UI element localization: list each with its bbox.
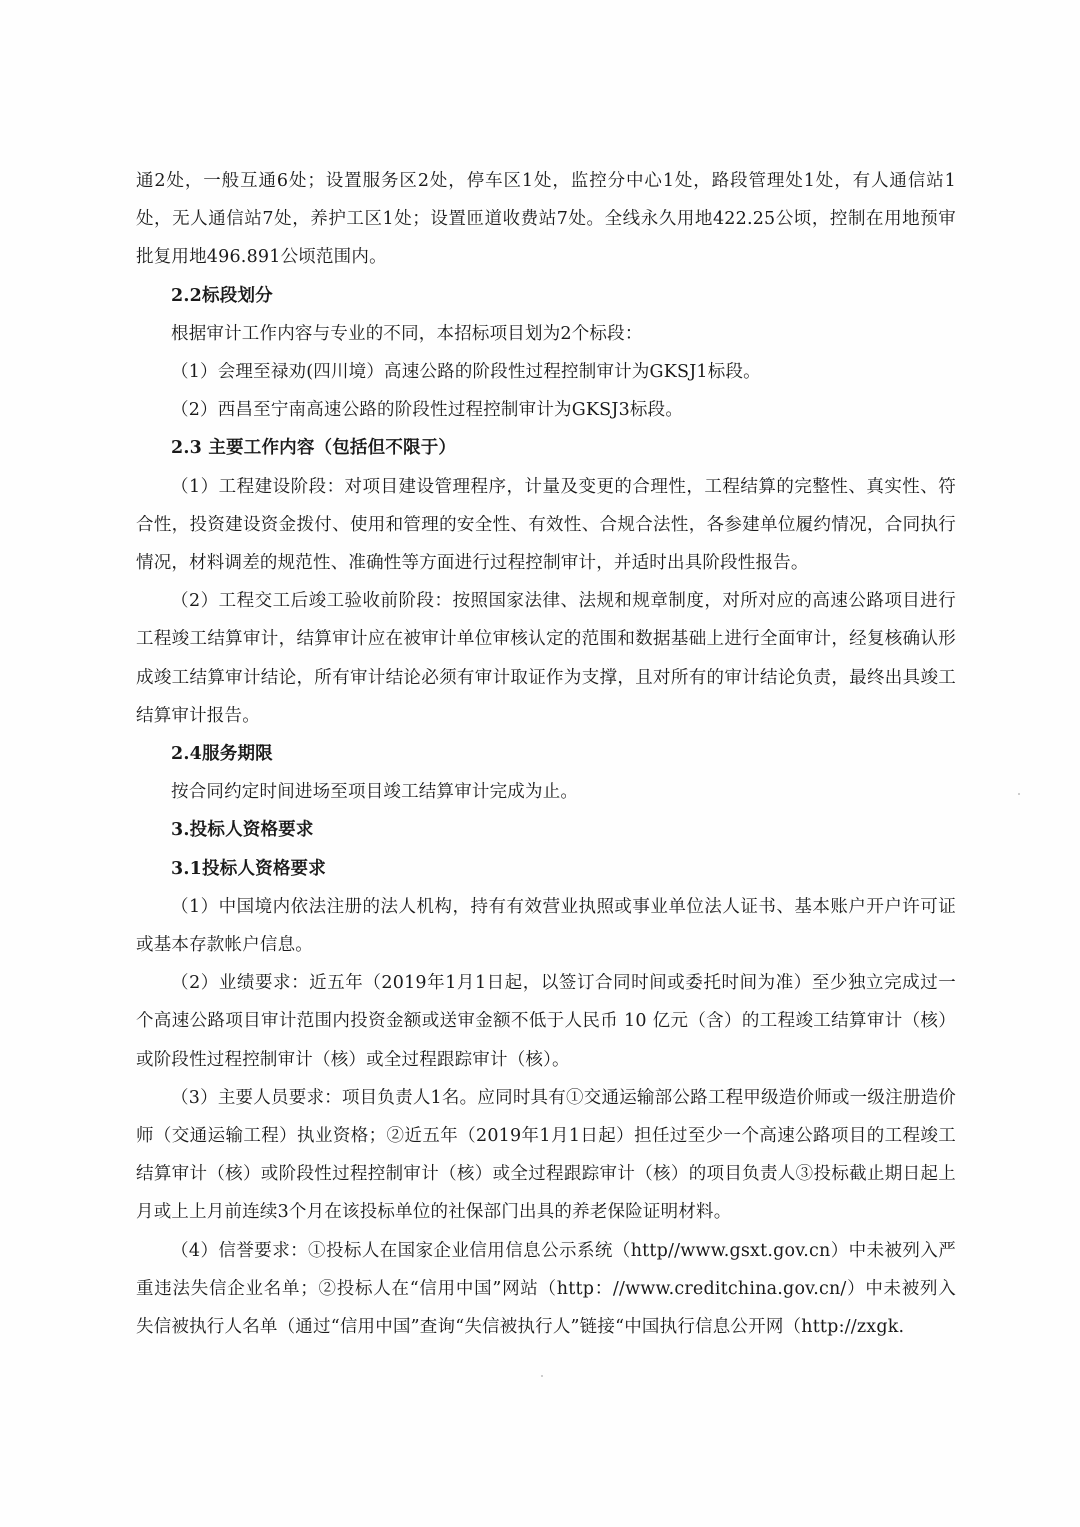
- document-body: [136, 162, 956, 1346]
- scan-speck: [1018, 793, 1020, 795]
- paragraph-3-1-item-1: （1）中国境内依法注册的法人机构，持有有效营业执照或事业单位法人证书、基本账户开户许可证或基本存款帐户信息。: [136, 896, 956, 956]
- paragraph-2-3-item-2: （2）工程交工后竣工验收前阶段：按照国家法律、法规和规章制度，对所对应的高速公路项目进行工程竣工结算审计，结算审计应在被审计单位审核认定的范围和数据基础上进行全面审计，经复核确认形成竣工结算审计结论，所有审计结论必须有审计取证作为支撑，且对所有的审计结论负责，最终出具竣工结算审计报告。: [136, 591, 956, 726]
- section-heading-3-1: 3.1投标人资格要求: [171, 858, 326, 879]
- section-heading-2-3: 2.3 主要工作内容（包括但不限于）: [171, 438, 457, 459]
- paragraph-2-2-item-2: （2）西昌至宁南高速公路的阶段性过程控制审计为GKSJ3标段。: [171, 400, 684, 421]
- section-heading-3: 3.投标人资格要求: [171, 820, 314, 841]
- scan-speck: [541, 1375, 543, 1377]
- paragraph-2-2-item-1: （1）会理至禄劝(四川境）高速公路的阶段性过程控制审计为GKSJ1标段。: [171, 362, 761, 383]
- paragraph-3-1-item-4: （4）信誉要求：①投标人在国家企业信用信息公示系统（http//www.gsxt.gov.cn）中未被列入严重违法失信企业名单；②投标人在“信用中国”网站（http：//www.creditchina.gov.cn/）中未被列入失信被执行人名单（通过“信用中国”查询“失信被执行人”链接“中国执行信息公开网（http://zxgk.: [136, 1240, 956, 1338]
- paragraph-3-1-item-2: （2）业绩要求：近五年（2019年1月1日起，以签订合同时间或委托时间为准）至少独立完成过一个高速公路项目审计范围内投资金额或送审金额不低于人民币 10 亿元（含）的工程竣工结算审计（核）或阶段性过程控制审计（核）或全过程跟踪审计（核）。: [136, 973, 956, 1070]
- paragraph-2-2-intro: 根据审计工作内容与专业的不同，本招标项目划为2个标段：: [171, 323, 643, 344]
- paragraph-3-1-item-3: （3）主要人员要求：项目负责人1名。应同时具有①交通运输部公路工程甲级造价师或一级注册造价师（交通运输工程）执业资格；②近五年（2019年1月1日起）担任过至少一个高速公路项目的工程竣工结算审计（核）或阶段性过程控制审计（核）或全过程跟踪审计（核）的项目负责人③投标截止期日起上月或上上月前连续3个月在该投标单位的社保部门出具的养老保险证明材料。: [136, 1087, 956, 1223]
- section-heading-2-4: 2.4服务期限: [171, 744, 273, 765]
- paragraph-intro-continued: 通2处，一般互通6处；设置服务区2处，停车区1处，监控分中心1处，路段管理处1处，有人通信站1处，无人通信站7处，养护工区1处；设置匝道收费站7处。全线永久用地422.25公顷，控制在用地预审批复用地496.891公顷范围内。: [136, 171, 956, 268]
- section-heading-2-2: 2.2标段划分: [171, 285, 273, 306]
- paragraph-2-4: 按合同约定时间进场至项目竣工结算审计完成为止。: [171, 782, 579, 803]
- paragraph-2-3-item-1: （1）工程建设阶段：对项目建设管理程序，计量及变更的合理性，工程结算的完整性、真实性、符合性，投资建设资金拨付、使用和管理的安全性、有效性、合规合法性，各参建单位履约情况，合同执行情况，材料调差的规范性、准确性等方面进行过程控制审计，并适时出具阶段性报告。: [136, 476, 956, 574]
